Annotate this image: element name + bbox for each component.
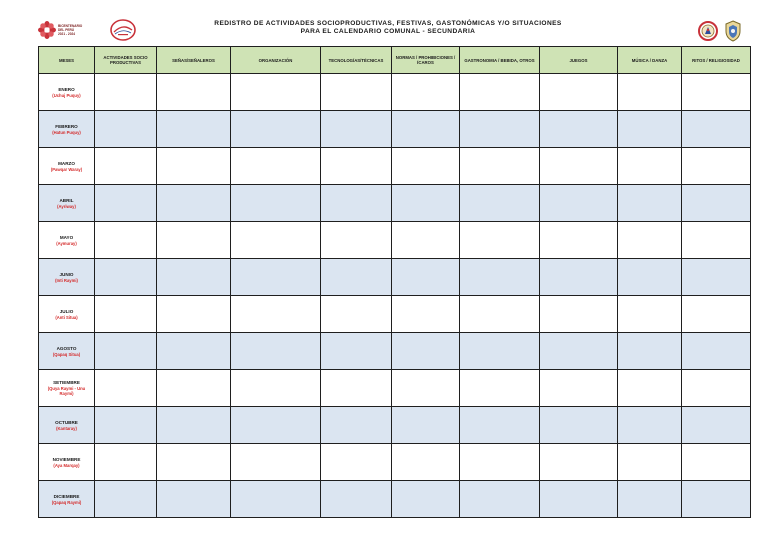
entry-cell[interactable] [540,185,618,222]
entry-cell[interactable] [540,444,618,481]
entry-cell[interactable] [460,222,540,259]
month-cell [39,148,95,185]
entry-cell[interactable] [618,444,682,481]
month-name: MAYO [59,234,74,240]
month-name: ENERO [58,86,75,92]
month-local-name: (Ayriway) [57,203,76,209]
entry-cell[interactable] [231,185,321,222]
table-row [39,148,751,185]
entry-cell[interactable] [682,370,751,407]
entry-cell[interactable] [231,481,321,518]
entry-cell[interactable] [682,481,751,518]
entry-cell[interactable] [540,407,618,444]
column-header-gastronomia: GASTRONOMIA / BEBIDA, OTROS [460,47,540,74]
entry-cell[interactable] [321,185,392,222]
entry-cell[interactable] [157,185,231,222]
month-local-name: (Kantaray) [56,425,77,431]
month-local-name: (Aya Marqay) [53,462,80,468]
table-row [39,222,751,259]
entry-cell[interactable] [392,259,460,296]
entry-cell[interactable] [392,185,460,222]
table-row [39,259,751,296]
entry-cell[interactable] [157,296,231,333]
bicentenario-logo [38,21,96,39]
entry-cell[interactable] [460,370,540,407]
entry-cell[interactable] [682,259,751,296]
table-row [39,333,751,370]
entry-cell[interactable] [682,148,751,185]
entry-cell[interactable] [157,444,231,481]
entry-cell[interactable] [618,407,682,444]
month-name: JULIO [59,308,74,314]
month-local-name: (Aymuray) [56,240,77,246]
table-row [39,370,751,407]
entry-cell[interactable] [157,148,231,185]
column-header-musica: MÚSICA / DANZA [618,47,682,74]
column-header-ritos: RITOS / RELIGIOSIDAD [682,47,751,74]
month-local-name: (Anti Situa) [55,314,78,320]
month-cell [39,111,95,148]
month-name: AGOSTO [56,345,77,351]
entry-cell[interactable] [321,222,392,259]
entry-cell[interactable] [540,370,618,407]
entry-cell[interactable] [682,444,751,481]
title-line-2: PARA EL CALENDARIO COMUNAL - SECUNDARIA [300,28,476,35]
entry-cell[interactable] [540,74,618,111]
month-name: JUNIO [59,271,74,277]
entry-cell[interactable] [460,481,540,518]
round-crest-icon [698,21,718,41]
entry-cell[interactable] [157,333,231,370]
entry-cell[interactable] [392,222,460,259]
entry-cell[interactable] [618,259,682,296]
table-row [39,407,751,444]
entry-cell[interactable] [95,333,157,370]
month-cell [39,407,95,444]
entry-cell[interactable] [540,296,618,333]
activities-register-table [38,46,751,518]
entry-cell[interactable] [231,444,321,481]
entry-cell[interactable] [95,407,157,444]
entry-cell[interactable] [95,185,157,222]
month-local-name: (Quya Raymi - Unu Raymi) [47,386,86,396]
entry-cell[interactable] [618,333,682,370]
entry-cell[interactable] [157,111,231,148]
entry-cell[interactable] [392,333,460,370]
column-header-tecnologias: TECNOLOGÍAS/TÉCNICAS [321,47,392,74]
entry-cell[interactable] [460,259,540,296]
shield-crest-icon [724,20,742,42]
entry-cell[interactable] [321,296,392,333]
entry-cell[interactable] [231,333,321,370]
month-cell [39,74,95,111]
entry-cell[interactable] [231,296,321,333]
entry-cell[interactable] [392,296,460,333]
month-cell [39,444,95,481]
entry-cell[interactable] [95,481,157,518]
entry-cell[interactable] [460,296,540,333]
page-header [38,18,750,44]
entry-cell[interactable] [540,222,618,259]
entry-cell[interactable] [231,259,321,296]
entry-cell[interactable] [321,148,392,185]
entry-cell[interactable] [95,259,157,296]
entry-cell[interactable] [392,407,460,444]
entry-cell[interactable] [682,333,751,370]
entry-cell[interactable] [540,148,618,185]
column-header-normas: NORMAS / PROHIBICIONES / ÍCAROS [392,47,460,74]
page-title [168,20,608,36]
table-body [39,74,751,518]
entry-cell[interactable] [231,74,321,111]
entry-cell[interactable] [618,481,682,518]
month-cell [39,259,95,296]
month-name: OCTUBRE [55,419,78,425]
entry-cell[interactable] [95,444,157,481]
entry-cell[interactable] [231,148,321,185]
month-local-name: (Qapaq Situa) [52,351,81,357]
entry-cell[interactable] [618,296,682,333]
entry-cell[interactable] [157,407,231,444]
entry-cell[interactable] [95,370,157,407]
month-cell [39,185,95,222]
table-row [39,444,751,481]
table-row [39,111,751,148]
month-local-name: (Uchuj Puquy) [52,92,81,98]
institution-emblem-icon [110,19,136,41]
entry-cell[interactable] [321,444,392,481]
table-row [39,185,751,222]
column-header-organizacion: ORGANIZACIÓN [231,47,321,74]
bicentenario-logo-text: BICENTENARIO DEL PERÚ 2021 - 2024 [58,24,83,36]
month-local-name: (Inti Raymi) [55,277,78,283]
month-local-name: (Pawqar Waray) [50,166,83,172]
table-row [39,296,751,333]
entry-cell[interactable] [95,296,157,333]
entry-cell[interactable] [618,74,682,111]
entry-cell[interactable] [392,481,460,518]
column-header-juegos: JUEGOS [540,47,618,74]
month-cell [39,481,95,518]
entry-cell[interactable] [321,333,392,370]
entry-cell[interactable] [460,185,540,222]
entry-cell[interactable] [460,111,540,148]
month-name: MARZO [58,160,75,166]
column-header-senas: SEÑAS/SEÑALEROS [157,47,231,74]
entry-cell[interactable] [460,444,540,481]
month-cell [39,370,95,407]
entry-cell[interactable] [95,222,157,259]
entry-cell[interactable] [321,407,392,444]
entry-cell[interactable] [392,370,460,407]
entry-cell[interactable] [460,333,540,370]
entry-cell[interactable] [321,74,392,111]
entry-cell[interactable] [95,148,157,185]
entry-cell[interactable] [618,148,682,185]
entry-cell[interactable] [321,111,392,148]
entry-cell[interactable] [682,296,751,333]
entry-cell[interactable] [682,222,751,259]
entry-cell[interactable] [392,148,460,185]
month-name: FEBRERO [55,123,78,129]
month-cell [39,333,95,370]
entry-cell[interactable] [618,370,682,407]
title-line-1: REDISTRO DE ACTIVIDADES SOCIOPRODUCTIVAS, FESTIVAS, GASTONÓMICAS Y/O SITUACIONES [214,20,562,27]
entry-cell[interactable] [157,222,231,259]
entry-cell[interactable] [321,370,392,407]
entry-cell[interactable] [157,74,231,111]
entry-cell[interactable] [460,148,540,185]
entry-cell[interactable] [157,370,231,407]
entry-cell[interactable] [618,222,682,259]
entry-cell[interactable] [392,444,460,481]
entry-cell[interactable] [95,74,157,111]
month-local-name: (Qapaq Raymi) [51,499,82,505]
entry-cell[interactable] [460,74,540,111]
table-row [39,481,751,518]
entry-cell[interactable] [157,481,231,518]
entry-cell[interactable] [392,111,460,148]
entry-cell[interactable] [231,111,321,148]
month-cell [39,222,95,259]
entry-cell[interactable] [682,407,751,444]
entry-cell[interactable] [321,259,392,296]
entry-cell[interactable] [157,259,231,296]
month-local-name: (Hatun Puquy) [52,129,81,135]
month-name: SETIEMBRE [53,380,80,385]
entry-cell[interactable] [231,222,321,259]
column-header-meses: MESES [39,47,95,74]
month-name: DICIEMBRE [53,493,80,499]
entry-cell[interactable] [682,185,751,222]
month-cell [39,296,95,333]
entry-cell[interactable] [540,333,618,370]
entry-cell[interactable] [682,111,751,148]
month-name: NOVIEMBRE [52,456,81,462]
entry-cell[interactable] [231,407,321,444]
table-row [39,74,751,111]
entry-cell[interactable] [95,111,157,148]
column-header-actividades: ACTIVIDADES SOCIO PRODUCTIVAS [95,47,157,74]
entry-cell[interactable] [321,481,392,518]
entry-cell[interactable] [618,185,682,222]
month-name: ABRIL [59,197,74,203]
entry-cell[interactable] [460,407,540,444]
bicentenario-flower-icon [38,21,56,39]
entry-cell[interactable] [231,370,321,407]
entry-cell[interactable] [540,481,618,518]
table-header-row [39,47,751,74]
entry-cell[interactable] [392,74,460,111]
entry-cell[interactable] [540,111,618,148]
entry-cell[interactable] [682,74,751,111]
entry-cell[interactable] [618,111,682,148]
entry-cell[interactable] [540,259,618,296]
